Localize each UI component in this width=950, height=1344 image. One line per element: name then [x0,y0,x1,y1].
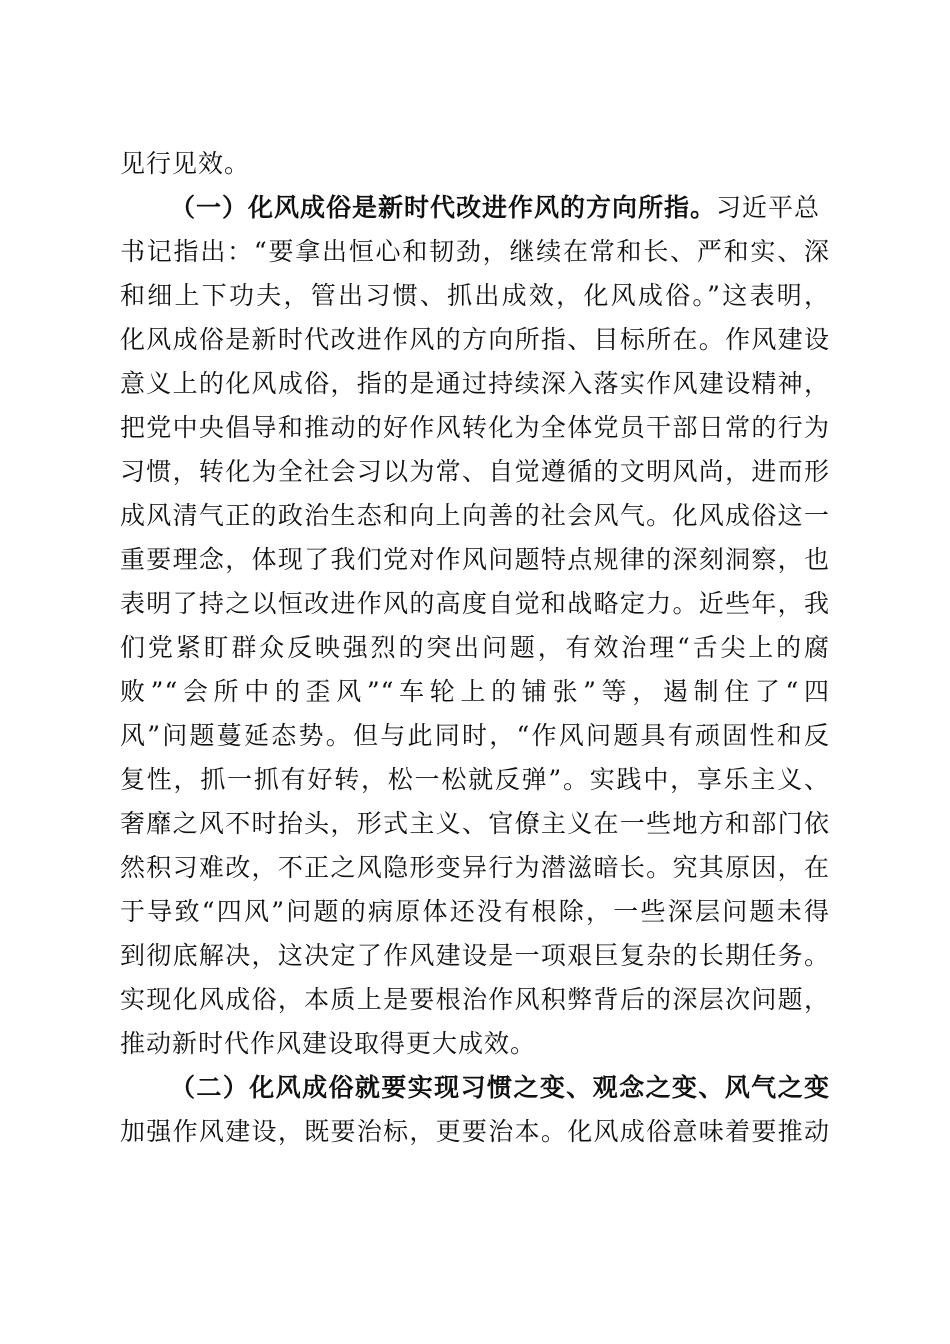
text-line-15: 复性，抓一抓有好转，松一松就反弹”。实践中，享乐主义、 [120,765,830,794]
text-line-7: 把党中央倡导和推动的好作风转化为全体党员干部日常的行为 [120,413,830,442]
text-line-5: 化风成俗是新时代改进作风的方向所指、目标所在。作风建设 [120,325,830,354]
section-1-line [170,186,830,230]
text-line-21: 推动新时代作风建设取得更大成效。 [120,1029,537,1058]
text-line-3: 书记指出：“要拿出恒心和韧劲，继续在常和长、严和实、深 [120,237,830,266]
text-line-23: 加强作风建设，既要治标，更要治本。化风成俗意味着要推动 [120,1117,830,1146]
text-line-13: 败”“会所中的歪风”“车轮上的铺张”等，遏制住了“四 [120,677,830,706]
text-line-8: 习惯，转化为全社会习以为常、自觉遵循的文明风尚，进而形 [120,457,830,486]
section-1-heading: （一）化风成俗是新时代改进作风的方向所指。 [170,193,717,222]
text-line-20: 实现化风成俗，本质上是要根治作风积弊背后的深层次问题， [120,985,830,1014]
text-line-1: 见行见效。 [120,149,251,178]
text-line-11: 表明了持之以恒改进作风的高度自觉和战略定力。近些年，我 [120,589,830,618]
text-line-12: 们党紧盯群众反映强烈的突出问题，有效治理“舌尖上的腐 [120,633,830,662]
text-line-16: 奢靡之风不时抬头，形式主义、官僚主义在一些地方和部门依 [120,809,830,838]
text-line-10: 重要理念，体现了我们党对作风问题特点规律的深刻洞察，也 [120,545,830,574]
text-line-4: 和细上下功夫，管出习惯、抓出成效，化风成俗。”这表明， [120,281,830,310]
text-line-9: 成风清气正的政治生态和向上向善的社会风气。化风成俗这一 [120,501,830,530]
text-line-14: 风”问题蔓延态势。但与此同时，“作风问题具有顽固性和反 [120,721,830,750]
text-line-6: 意义上的化风成俗，指的是通过持续深入落实作风建设精神， [120,369,830,398]
section-1-heading-tail: 习近平总 [716,193,821,222]
text-line-18: 于导致“四风”问题的病原体还没有根除，一些深层问题未得 [120,897,830,926]
text-line-19: 到彻底解决，这决定了作风建设是一项艰巨复杂的长期任务。 [120,941,830,970]
section-2-heading: （二）化风成俗就要实现习惯之变、观念之变、风气之变 [170,1073,830,1102]
text-line-17: 然积习难改，不正之风隐形变异行为潜滋暗长。究其原因，在 [120,853,830,882]
